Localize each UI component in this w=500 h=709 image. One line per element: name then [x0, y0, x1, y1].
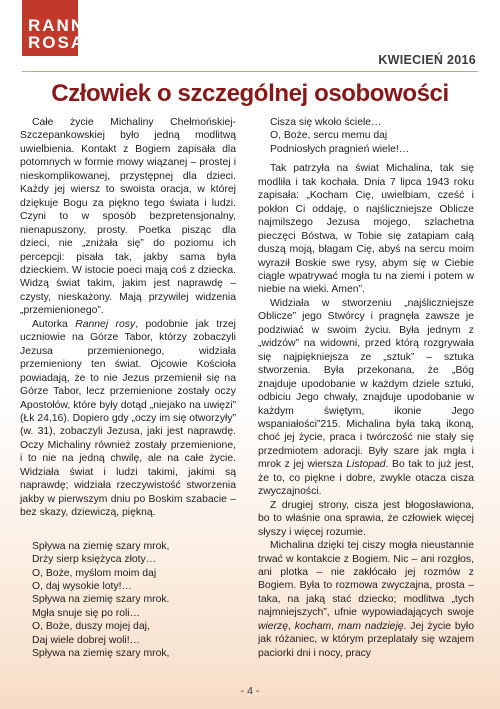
emphasis: wierzę	[258, 620, 289, 632]
poem-line: O, Boże, sercu memu daj	[270, 130, 388, 142]
poem-line: Cisza się wkoło ściele…	[270, 117, 382, 128]
text-run: Widziała w stworzeniu „najśliczniejsze Oblicze” jego Stwórcy i pragnęła zawsze je podziwiać w swoim życiu. Była jednym z „widzów” na widowni, przed którą rozgrywała się najpiękniejsza ze „sztuk” – sztuka stworzenia. Była przekonana, że „Bóg znajduje upodobanie w każdym dziele sztuki, odbiciu Jego chwały, znajduje upodobanie w każdym świętym, ikonie Jego wspaniałości”215. Michalina była taką ikoną, choć jej życie, praca i twórczość nie stały się przedmiotem adoracji. Były szare jak mgła i mrok z jej wiersza	[258, 297, 474, 471]
poem-line: O, Boże, myślom moim daj	[32, 567, 157, 579]
poem-line: Podniosłych pragnień wiele!…	[270, 143, 410, 155]
poem-line: Spływa na ziemię szary mrok,	[32, 648, 170, 660]
paragraph: Z drugiej strony, cisza jest błogosławiona, bo to właśnie ona sprawia, że człowiek więcej słyszy i więcej rozumie.	[258, 499, 474, 538]
paragraph	[20, 318, 236, 520]
paragraph: Całe życie Michaliny Chełmońskiej-Szczepankowskiej było jedną modlitwą uwielbienia. Kontakt z Bogiem zapisała dla potomnych w formie mowy wiązanej – prostej i nieskomplikowanej, przystępnej dla dzieci. Każdy jej wiersz to swoista oracja, w której dziękuje Bogu za piękno tego świata i ludzi. Czyni to w sposób bezpretensjonalny, nienapuszony, prosty. Poetka pisząc dla dzieci, nie „zniżała się” do poziomu ich percepcji: pisała tak, jakby sama była dzieckiem. W istocie poeci mają coś z dziecka. Widzą świat takim, jakim jest naprawdę – czysty, nieskażony. Mają przywilej widzenia „przemienionego”.	[20, 117, 236, 317]
poem-line: O, Boże, duszy mojej daj,	[32, 621, 150, 633]
article-title: Człowiek o szczególnej osobowości	[51, 80, 449, 107]
poem-stanza	[20, 540, 236, 661]
paragraph	[258, 539, 474, 660]
logo-line-2: ROSA	[28, 33, 86, 52]
text-run: ,	[288, 620, 295, 632]
poem-title: Listopad	[346, 459, 386, 471]
poem-line: Mgła snuje się po roli…	[32, 607, 140, 619]
poem-line: Daj wiele dobrej woli!…	[32, 634, 140, 646]
logo-line-1: RANNA	[28, 16, 100, 35]
poem-line: Spływa na ziemię szary mrok,	[32, 540, 170, 552]
poem-line: Drży sierp księżyca złoty…	[32, 554, 157, 566]
text-run: . Bo tak to już jest, że to, co piękne i dobre, zwykle otacza cisza zwyczajności.	[258, 459, 474, 498]
left-column	[20, 116, 236, 661]
poem-line: Spływa na ziemię szary mrok.	[32, 594, 170, 606]
magazine-logo	[22, 0, 100, 56]
emphasis: kocham	[294, 620, 332, 632]
header-divider	[22, 71, 478, 72]
text-run: Autorka	[32, 318, 76, 330]
book-title: Rannej rosy	[75, 318, 136, 330]
issue-date: KWIECIEŃ 2016	[378, 53, 476, 67]
paragraph: Tak patrzyła na świat Michalina, tak się modliła i tak kochała. Dnia 7 lipca 1943 roku zapisała: „Kocham Cię, uwielbiam, cześć i pokłon Ci oddaję, o najśliczniejsze Oblicze najmilszego Jezusa mojego, szlachetna pieczęci Bóstwa, w Tobie się zatapiam całą duszą moją, błagam Cię, abyś na sercu moim wyraził Boskie swe rysy, abym się w Ciebie ciągle wpatrywać mogła tu na ziemi i potem w niebie na wieki. Amen”.	[258, 163, 474, 296]
poem-line: O, daj wysokie loty!…	[32, 580, 132, 592]
poem-stanza	[258, 116, 474, 156]
emphasis: mam nadzieję	[337, 620, 404, 632]
paragraph	[258, 297, 474, 499]
text-run: . Jej życie było jak różaniec, w którym przeplatały się wzajem paciorki dni i nocy, pracy	[258, 620, 474, 659]
text-run: , podobnie jak trzej uczniowie na Górze Tabor, którzy zobaczyli Jezusa przemienionego, widziała przemieniony ten świat. Ojcowie Kościoła powiadają, że to nie Jezus przemienił się na Górze Tabor, lecz przemienione zostały oczy Apostołów, które były dotąd „niejako na uwięzi” (Łk 24,16). Dopiero gdy „oczy im się otworzyły” (w. 31), zobaczyli Jezusa, jaki jest naprawdę. Oczy Michaliny również zostały przemienione, i to nie na jedną chwilę, ale na całe życie. Widziała świat i ludzi takimi, jakimi są naprawdę; widziała rzeczywistość stworzenia jakby w pierwszym dniu po Boskim szabacie – bez skazy, dziewiczą, piękną.	[20, 318, 236, 519]
text-run: Michalina dzięki tej ciszy mogła nieustannie trwać w kontakcie z Bogiem. Nic – ani rozgłos, ani plotka – nie zakłócało jej rozmów z Bogiem. Była to rozmowa zwyczajna, prosta – taka, na jaką stać dziecko; modlitwa „tych najmniejszych”, ufnie wypowiadających swoje	[258, 540, 474, 619]
page-number: - 4 -	[240, 685, 260, 697]
right-column	[258, 116, 474, 660]
text-run: ,	[331, 620, 338, 632]
